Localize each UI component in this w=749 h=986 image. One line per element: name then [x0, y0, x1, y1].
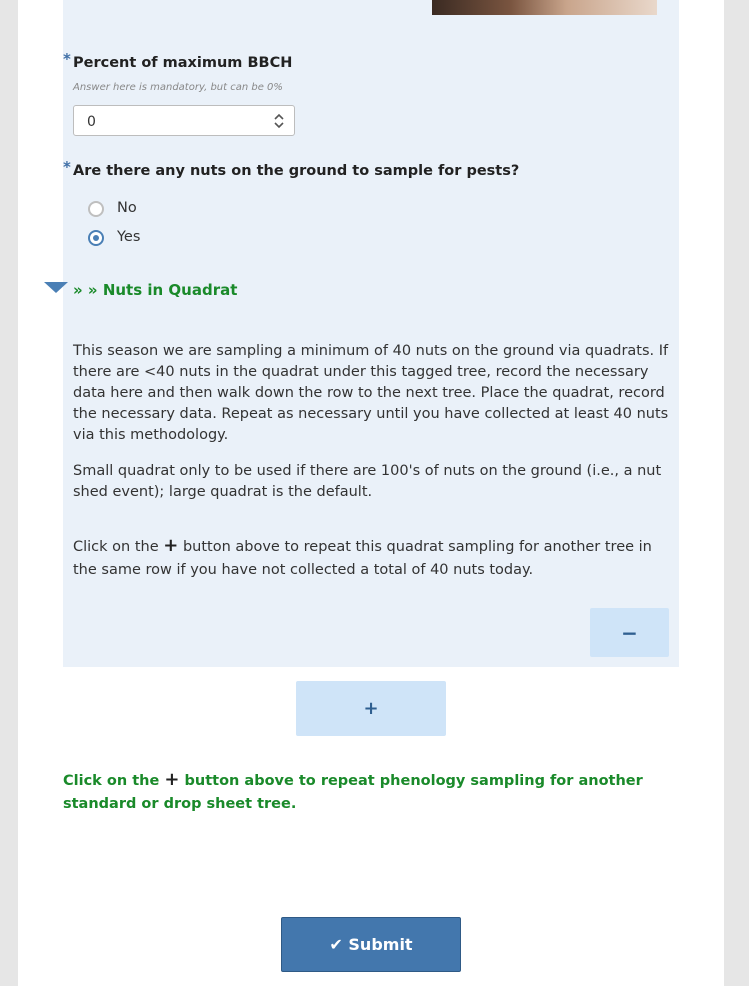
add-repeat-button[interactable]: +: [296, 681, 446, 736]
bbch-hint: Answer here is mandatory, but can be 0%: [73, 82, 283, 93]
phenology-repeat-note: [63, 768, 673, 816]
required-marker: *: [63, 50, 71, 68]
radio-yes[interactable]: [88, 230, 104, 246]
bbch-number-input[interactable]: [73, 105, 295, 136]
remove-repeat-button[interactable]: −: [590, 608, 669, 657]
phenology-note-text-after: button above to repeat phenology sampling for another standard or drop sheet tree.: [63, 773, 643, 812]
bbch-question-label: Percent of maximum BBCH: [73, 55, 293, 71]
tree-photo: [432, 0, 657, 15]
plus-icon: +: [163, 535, 179, 556]
collapse-triangle-icon[interactable]: [44, 282, 68, 293]
bbch-value: 0: [87, 114, 96, 130]
repeat-note-text-after: button above to repeat this quadrat sampling for another tree in the same row if you have not collected a total of 40 nuts today.: [73, 539, 652, 578]
submit-button[interactable]: ✔ Submit: [281, 917, 461, 972]
repeat-group: [63, 0, 679, 667]
radio-no-label[interactable]: No: [117, 200, 137, 216]
radio-yes-label[interactable]: Yes: [117, 229, 141, 245]
form-page: [18, 0, 724, 986]
required-marker: *: [63, 158, 71, 176]
quadrat-repeat-note: [73, 534, 671, 582]
radio-no[interactable]: [88, 201, 104, 217]
plus-icon: +: [164, 769, 180, 790]
nuts-question-label: Are there any nuts on the ground to sample for pests?: [73, 163, 520, 179]
phenology-note-text-before: Click on the: [63, 773, 160, 789]
repeat-note-text-before: Click on the: [73, 539, 159, 555]
quadrat-instructions: This season we are sampling a minimum of 40 nuts on the ground via quadrats. If there are <40 nuts in the quadrat under this tagged tree, record the necessary data here and then walk down the row to the next tree. Place the quadrat, record the necessary data. Repeat as necessary until you have collected at least 40 nuts via this methodology.: [73, 343, 669, 443]
spinner-icon[interactable]: [274, 113, 284, 129]
subgroup-title: » » Nuts in Quadrat: [73, 281, 238, 299]
quadrat-size-note: Small quadrat only to be used if there are 100's of nuts on the ground (i.e., a nut shed event); large quadrat is the default.: [73, 463, 662, 500]
